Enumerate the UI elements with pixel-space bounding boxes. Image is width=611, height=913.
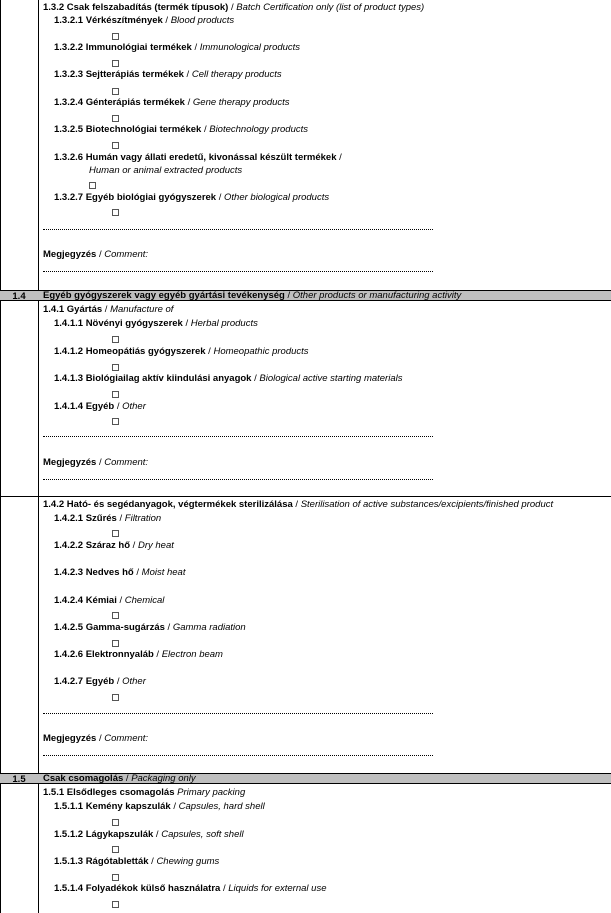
comment-1-4-1: Megjegyzés / Comment:	[43, 457, 149, 468]
comment-line[interactable]	[43, 271, 433, 272]
checkbox-1-4-1-4[interactable]	[112, 418, 119, 425]
item-1-3-2-1: 1.3.2.1 Vérkészítmények / Blood products	[54, 15, 235, 26]
checkbox-1-3-2-7[interactable]	[112, 209, 119, 216]
checkbox-1-3-2-2[interactable]	[112, 60, 119, 67]
comment-line[interactable]	[43, 479, 433, 480]
item-1-3-2-6-en: Human or animal extracted products	[89, 165, 243, 176]
item-1-4-2-1: 1.4.2.1 Szűrés / Filtration	[54, 513, 162, 524]
item-1-5-1-4: 1.5.1.4 Folyadékok külső használatra / Liquids for external use	[54, 883, 327, 894]
comment-line[interactable]	[43, 755, 433, 756]
checkbox-1-3-2-3[interactable]	[112, 88, 119, 95]
section-number: 1.5	[12, 774, 26, 785]
item-1-5-1-2: 1.5.1.2 Lágykapszulák / Capsules, soft shell	[54, 829, 244, 840]
item-1-3-2-5: 1.3.2.5 Biotechnológiai termékek / Biotechnology products	[54, 124, 308, 135]
item-1-4-2-2: 1.4.2.2 Száraz hő / Dry heat	[54, 540, 174, 551]
checkbox-1-3-2-4[interactable]	[112, 115, 119, 122]
section-1-4-title: Egyéb gyógyszerek vagy egyéb gyártási tevékenység / Other products or manufacturing activity	[43, 290, 462, 301]
section-1-4-2-title: 1.4.2 Ható- és segédanyagok, végtermékek sterilizálása / Sterilisation of active substances/excipients/finished product	[43, 499, 554, 510]
item-1-4-1-2: 1.4.1.2 Homeopátiás gyógyszerek / Homeopathic products	[54, 346, 309, 357]
row-divider	[0, 496, 611, 497]
section-1-5-title: Csak csomagolás / Packaging only	[43, 773, 196, 784]
checkbox-1-3-2-5[interactable]	[112, 142, 119, 149]
checkbox-1-3-2-1[interactable]	[112, 33, 119, 40]
checkbox-1-5-1-3[interactable]	[112, 874, 119, 881]
checkbox-1-4-2-1[interactable]	[112, 530, 119, 537]
item-1-4-2-3: 1.4.2.3 Nedves hő / Moist heat	[54, 567, 186, 578]
section-number: 1.4	[12, 291, 26, 302]
checkbox-1-5-1-2[interactable]	[112, 846, 119, 853]
checkbox-1-4-2-4[interactable]	[112, 612, 119, 619]
comment-1-3-2: Megjegyzés / Comment:	[43, 249, 149, 260]
section-1-5-1-title: 1.5.1 Elsődleges csomagolás Primary packing	[43, 787, 246, 798]
checkbox-1-5-1-4[interactable]	[112, 901, 119, 908]
item-1-4-1-4: 1.4.1.4 Egyéb / Other	[54, 401, 146, 412]
checkbox-1-4-2-7[interactable]	[112, 694, 119, 701]
item-1-3-2-3: 1.3.2.3 Sejtterápiás termékek / Cell therapy products	[54, 69, 282, 80]
checkbox-1-4-1-2[interactable]	[112, 364, 119, 371]
item-1-3-2-7: 1.3.2.7 Egyéb biológiai gyógyszerek / Other biological products	[54, 192, 330, 203]
section-1-3-2-title: 1.3.2 Csak felszabadítás (termék típusok) / Batch Certification only (list of product types)	[43, 2, 425, 13]
checkbox-1-4-1-1[interactable]	[112, 336, 119, 343]
item-1-4-2-7: 1.4.2.7 Egyéb / Other	[54, 676, 146, 687]
item-1-4-2-5: 1.4.2.5 Gamma-sugárzás / Gamma radiation	[54, 622, 246, 633]
checkbox-1-4-2-5[interactable]	[112, 640, 119, 647]
answer-line[interactable]	[43, 713, 433, 714]
item-1-3-2-6: 1.3.2.6 Humán vagy állati eredetű, kivonással készült termékek /	[54, 152, 342, 163]
answer-line[interactable]	[43, 436, 433, 437]
checkbox-1-4-1-3[interactable]	[112, 391, 119, 398]
item-1-5-1-3: 1.5.1.3 Rágótabletták / Chewing gums	[54, 856, 220, 867]
item-1-4-2-6: 1.4.2.6 Elektronnyaláb / Electron beam	[54, 649, 223, 660]
checkbox-1-3-2-6[interactable]	[89, 182, 96, 189]
item-1-4-1-1: 1.4.1.1 Növényi gyógyszerek / Herbal products	[54, 318, 258, 329]
item-1-4-2-4: 1.4.2.4 Kémiai / Chemical	[54, 595, 165, 606]
comment-1-4-2: Megjegyzés / Comment:	[43, 733, 149, 744]
item-1-3-2-2: 1.3.2.2 Immunológiai termékek / Immunological products	[54, 42, 301, 53]
item-1-4-1-3: 1.4.1.3 Biológiailag aktív kiindulási anyagok / Biological active starting materials	[54, 373, 403, 384]
item-1-3-2-4: 1.3.2.4 Génterápiás termékek / Gene therapy products	[54, 97, 290, 108]
answer-line[interactable]	[43, 229, 433, 230]
checkbox-1-5-1-1[interactable]	[112, 819, 119, 826]
section-1-4-1-title: 1.4.1 Gyártás / Manufacture of	[43, 304, 174, 315]
item-1-5-1-1: 1.5.1.1 Kemény kapszulák / Capsules, hard shell	[54, 801, 265, 812]
